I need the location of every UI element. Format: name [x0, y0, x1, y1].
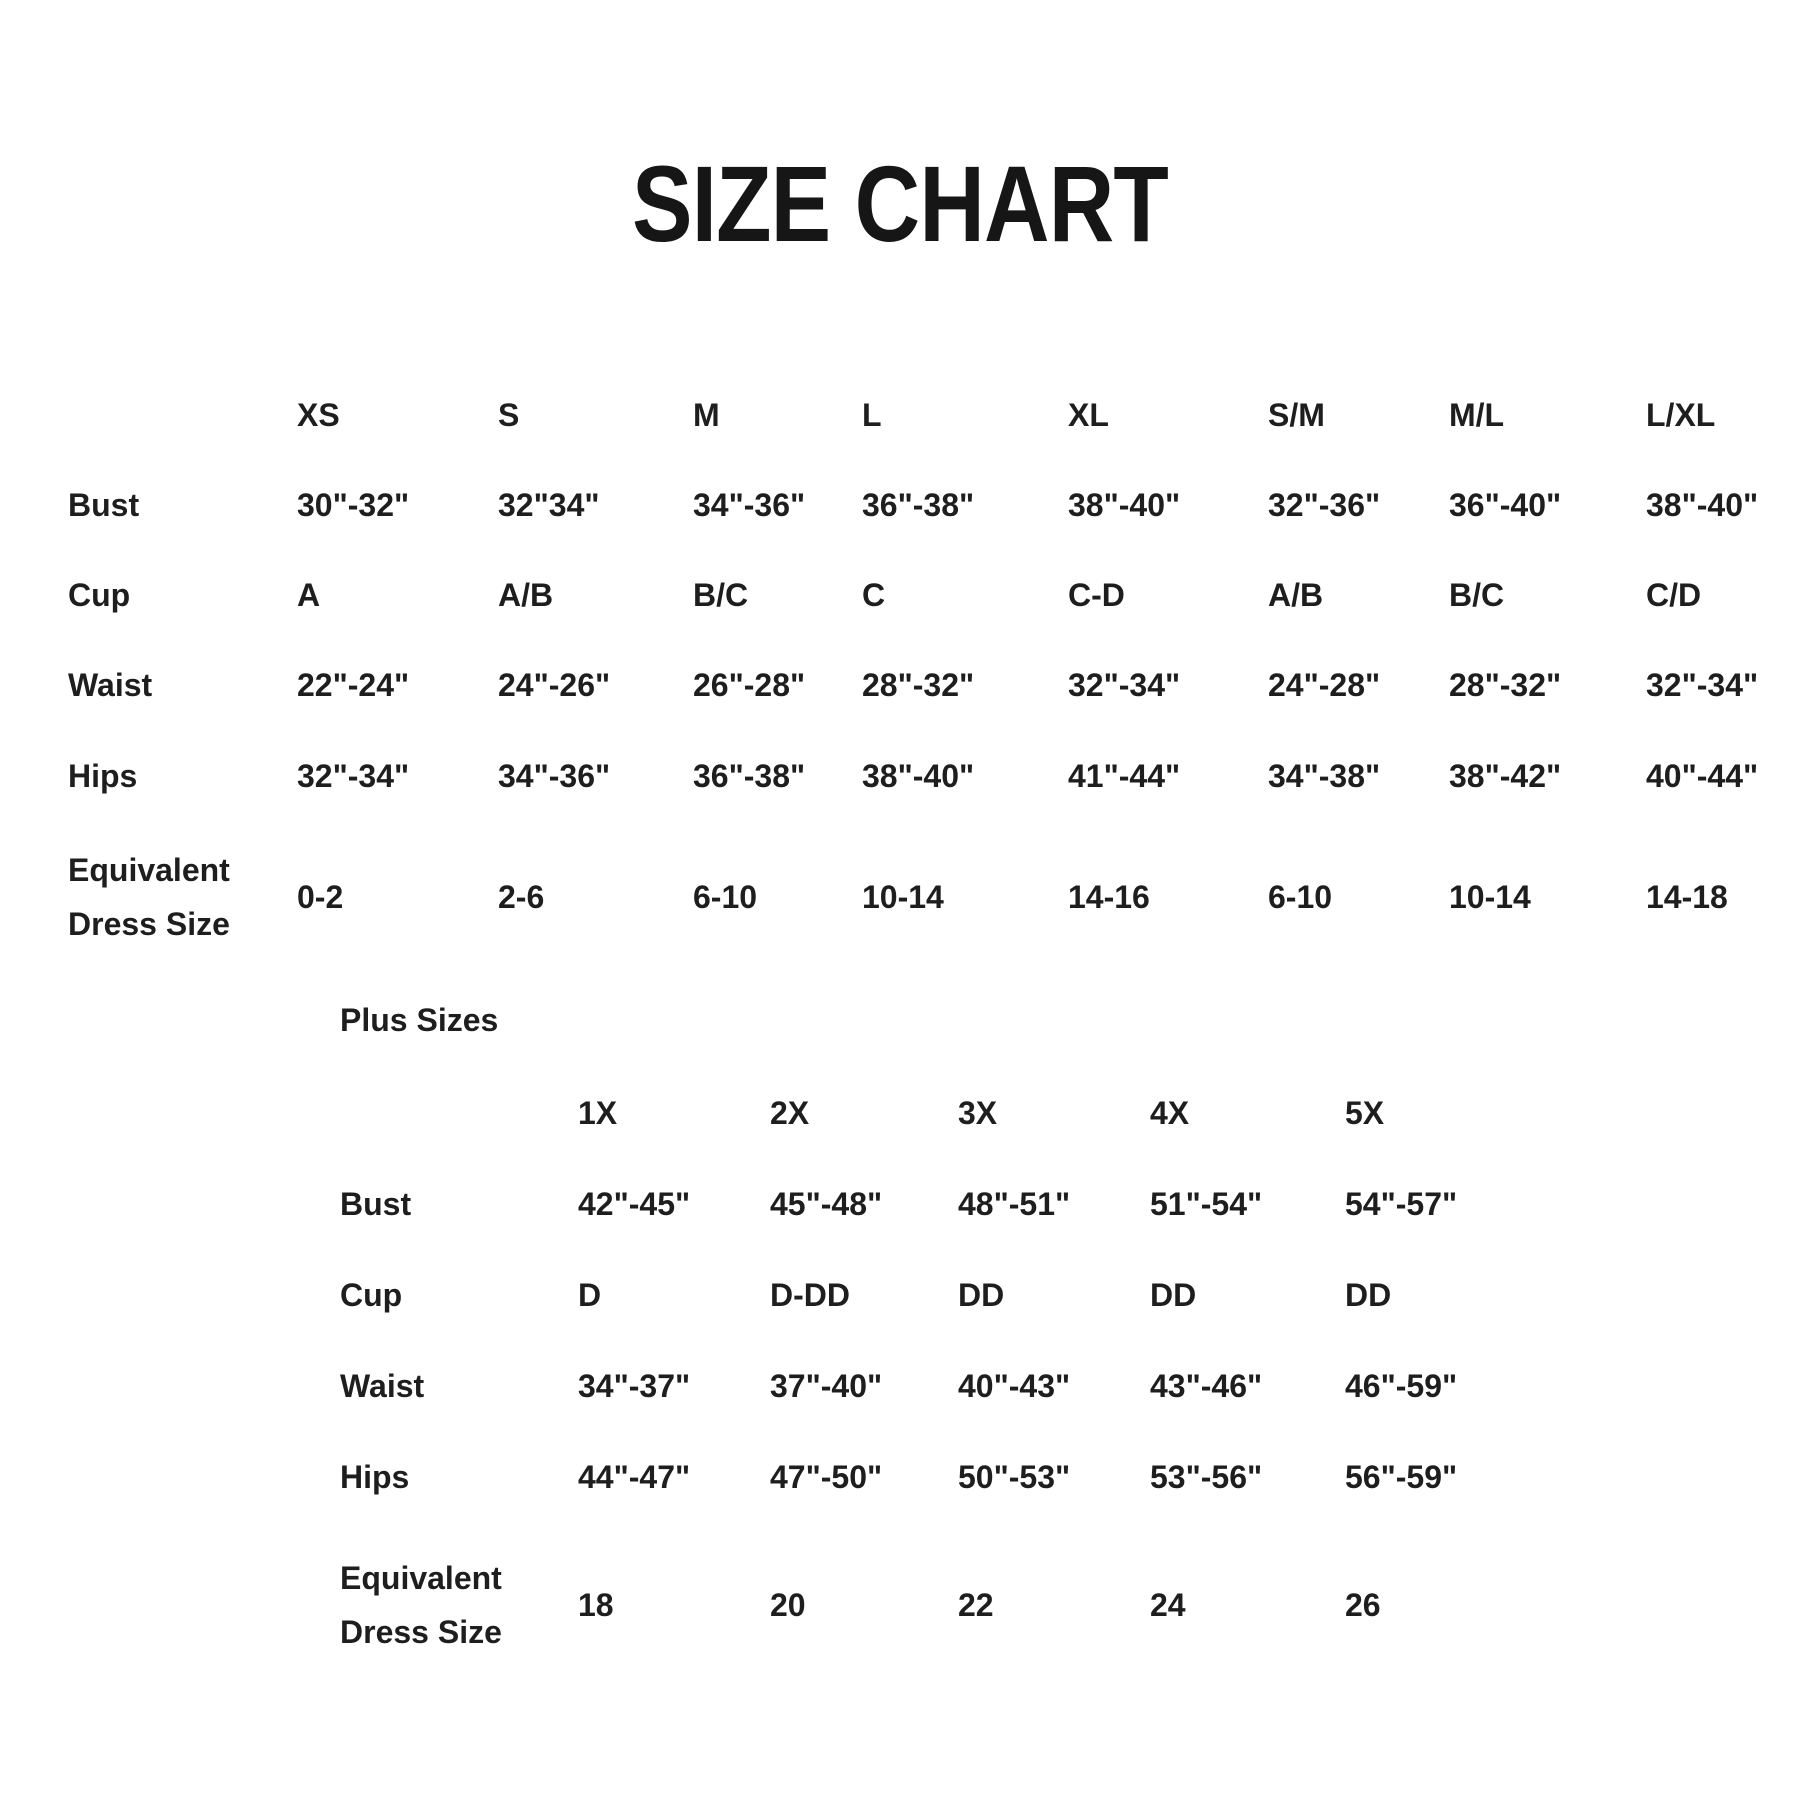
plus-row-label-waist: Waist [340, 1368, 425, 1404]
cell-cup-xl: C-D [1068, 576, 1125, 613]
corner-cell [68, 370, 297, 460]
plus-sizes-section-label: Plus Sizes [340, 1002, 499, 1038]
cell-bust-ml: 36"-40" [1449, 486, 1562, 523]
cell-dress-l: 10-14 [862, 878, 944, 915]
cell-waist-xs: 22"-24" [297, 666, 410, 703]
col-header-3x: 3X [958, 1095, 998, 1131]
cell-bust-xs: 30"-32" [297, 486, 410, 523]
cell-plus-waist-2x: 37"-40" [770, 1368, 883, 1404]
col-header-ml: M/L [1449, 396, 1505, 433]
cell-dress-m: 6-10 [693, 878, 758, 915]
cell-waist-l: 28"-32" [862, 666, 975, 703]
cell-waist-ml: 28"-32" [1449, 666, 1562, 703]
cell-plus-waist-4x: 43"-46" [1150, 1368, 1263, 1404]
cell-plus-dress-1x: 18 [578, 1586, 614, 1623]
col-header-m: M [693, 396, 720, 433]
cell-hips-xl: 41"-44" [1068, 757, 1181, 794]
cell-cup-l: C [862, 576, 886, 613]
plus-corner-cell [340, 1068, 578, 1159]
cell-dress-s: 2-6 [498, 878, 545, 915]
row-label-equivalent-dress-size [68, 822, 297, 972]
cell-dress-xl: 14-16 [1068, 878, 1150, 915]
cell-waist-s: 24"-26" [498, 666, 611, 703]
cell-plus-bust-3x: 48"-51" [958, 1186, 1071, 1222]
cell-plus-bust-5x: 54"-57" [1345, 1186, 1458, 1222]
plus-row-label-line1: Equivalent [340, 1560, 502, 1596]
col-header-l: L [862, 396, 882, 433]
plus-row-label-bust: Bust [340, 1186, 412, 1222]
standard-size-table [68, 370, 1800, 972]
cell-bust-l: 36"-38" [862, 486, 975, 523]
cell-cup-lxl: C/D [1646, 576, 1702, 613]
cell-dress-ml: 10-14 [1449, 878, 1531, 915]
cell-dress-lxl: 14-18 [1646, 878, 1728, 915]
row-label-line1: Equivalent [68, 852, 230, 888]
cell-hips-m: 36"-38" [693, 757, 806, 794]
cell-plus-hips-2x: 47"-50" [770, 1459, 883, 1495]
cell-plus-cup-1x: D [578, 1277, 602, 1313]
row-label-waist: Waist [68, 666, 153, 703]
cell-plus-cup-5x: DD [1345, 1277, 1392, 1313]
cell-bust-m: 34"-36" [693, 486, 806, 523]
cell-plus-waist-5x: 46"-59" [1345, 1368, 1458, 1404]
cell-bust-lxl: 38"-40" [1646, 486, 1759, 523]
row-label-cup: Cup [68, 576, 131, 613]
cell-hips-xs: 32"-34" [297, 757, 410, 794]
cell-waist-sm: 24"-28" [1268, 666, 1381, 703]
plus-row-label-cup: Cup [340, 1277, 403, 1313]
cell-plus-hips-4x: 53"-56" [1150, 1459, 1263, 1495]
cell-plus-dress-2x: 20 [770, 1586, 806, 1623]
cell-cup-ml: B/C [1449, 576, 1505, 613]
col-header-lxl: L/XL [1646, 396, 1716, 433]
cell-bust-s: 32"34" [498, 486, 600, 523]
cell-plus-waist-1x: 34"-37" [578, 1368, 691, 1404]
cell-waist-m: 26"-28" [693, 666, 806, 703]
plus-row-label-equivalent-dress-size [340, 1523, 578, 1687]
cell-bust-sm: 32"-36" [1268, 486, 1381, 523]
col-header-xs: XS [297, 396, 340, 433]
col-header-5x: 5X [1345, 1095, 1385, 1131]
page-title: SIZE CHART [632, 143, 1168, 264]
row-label-hips: Hips [68, 757, 138, 794]
cell-plus-dress-3x: 22 [958, 1586, 994, 1623]
col-header-4x: 4X [1150, 1095, 1190, 1131]
col-header-2x: 2X [770, 1095, 810, 1131]
plus-size-table [340, 1068, 1550, 1687]
cell-hips-lxl: 40"-44" [1646, 757, 1759, 794]
plus-row-label-line2: Dress Size [340, 1614, 502, 1650]
cell-hips-sm: 34"-38" [1268, 757, 1381, 794]
cell-plus-bust-4x: 51"-54" [1150, 1186, 1263, 1222]
cell-dress-sm: 6-10 [1268, 878, 1333, 915]
cell-plus-cup-3x: DD [958, 1277, 1005, 1313]
cell-plus-hips-1x: 44"-47" [578, 1459, 691, 1495]
cell-bust-xl: 38"-40" [1068, 486, 1181, 523]
cell-hips-l: 38"-40" [862, 757, 975, 794]
cell-plus-bust-2x: 45"-48" [770, 1186, 883, 1222]
row-label-line2: Dress Size [68, 906, 230, 942]
cell-cup-xs: A [297, 576, 321, 613]
cell-cup-s: A/B [498, 576, 554, 613]
col-header-xl: XL [1068, 396, 1109, 433]
cell-cup-m: B/C [693, 576, 749, 613]
cell-hips-s: 34"-36" [498, 757, 611, 794]
row-label-bust: Bust [68, 486, 140, 523]
cell-plus-hips-3x: 50"-53" [958, 1459, 1071, 1495]
cell-dress-xs: 0-2 [297, 878, 344, 915]
cell-hips-ml: 38"-42" [1449, 757, 1562, 794]
col-header-s: S [498, 396, 520, 433]
cell-plus-dress-4x: 24 [1150, 1586, 1186, 1623]
cell-waist-xl: 32"-34" [1068, 666, 1181, 703]
cell-waist-lxl: 32"-34" [1646, 666, 1759, 703]
cell-cup-sm: A/B [1268, 576, 1324, 613]
col-header-sm: S/M [1268, 396, 1325, 433]
cell-plus-cup-2x: D-DD [770, 1277, 850, 1313]
cell-plus-bust-1x: 42"-45" [578, 1186, 691, 1222]
cell-plus-hips-5x: 56"-59" [1345, 1459, 1458, 1495]
cell-plus-cup-4x: DD [1150, 1277, 1197, 1313]
cell-plus-dress-5x: 26 [1345, 1586, 1381, 1623]
plus-row-label-hips: Hips [340, 1459, 410, 1495]
col-header-1x: 1X [578, 1095, 618, 1131]
cell-plus-waist-3x: 40"-43" [958, 1368, 1071, 1404]
